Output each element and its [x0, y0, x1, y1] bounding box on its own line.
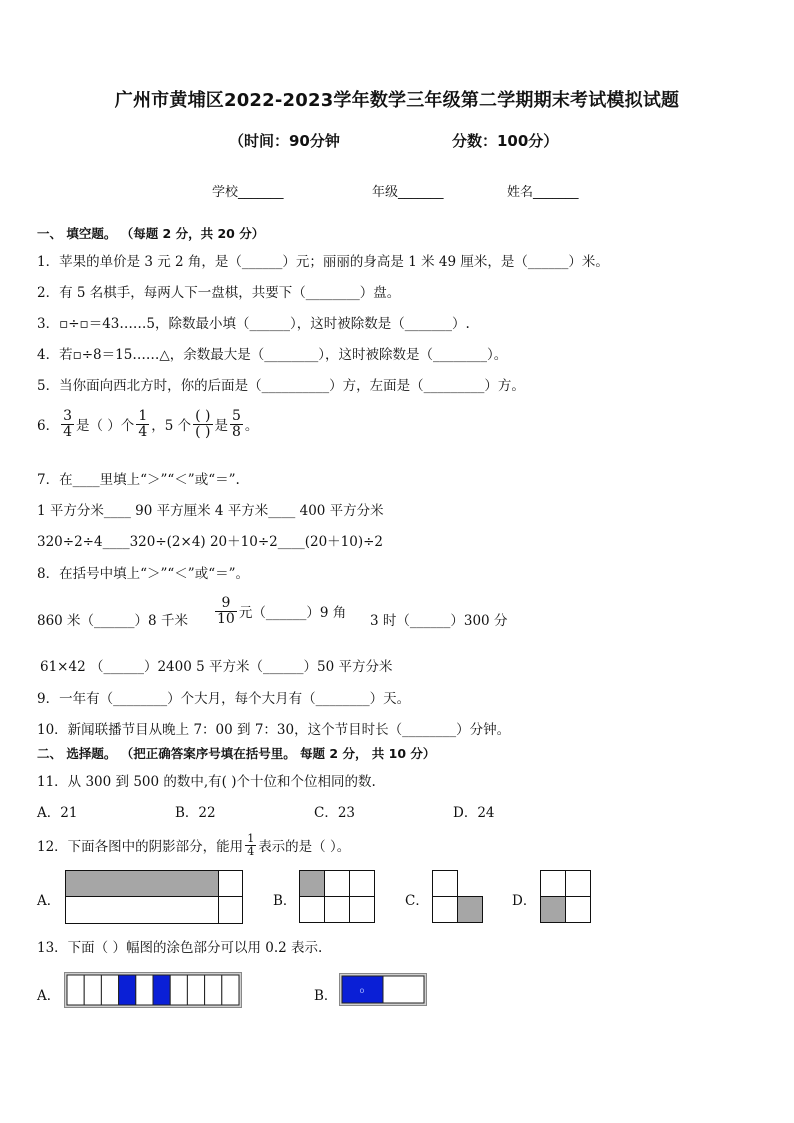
q13a-cell: [222, 975, 239, 1005]
question-8-item-1: 860 米（______）8 千米: [37, 613, 188, 629]
q6-text-1: 是（ ）个: [76, 418, 135, 435]
q11-option-d: D．24: [453, 805, 495, 821]
q12-figure-c: [432, 870, 483, 923]
q11-option-b: B．22: [175, 805, 216, 821]
section-heading-fill-blank: 一、 填空题。 （每题 2 分，共 20 分）: [37, 226, 265, 241]
question-2: 2．有 5 名棋手，每两人下一盘棋，共要下（________）盘。: [37, 285, 401, 301]
question-1: 1．苹果的单价是 3 元 2 角，是（______）元；丽丽的身高是 1 米 49 厘米，是（______）米。: [37, 254, 609, 270]
q13a-cell: [170, 975, 187, 1005]
q6-text-3: 是: [214, 418, 228, 435]
question-8-item-2: [213, 596, 346, 626]
q6-text-2: ，5 个: [151, 418, 192, 435]
fraction-1-4: $\frac{1}{4}$: [138, 408, 148, 440]
q13a-cell: [136, 975, 153, 1005]
q6-text-4: 。: [244, 418, 259, 435]
fraction-1-4-q12: $\frac{1}{4}$: [247, 832, 255, 858]
name-field: 姓名_______: [507, 185, 579, 200]
section-heading-multiple-choice: 二、 选择题。 （把正确答案序号填在括号里。 每题 2 分， 共 10 分）: [37, 746, 436, 761]
grade-field: 年级_______: [372, 185, 444, 200]
q13a-cell: [119, 975, 136, 1005]
q12-figure-b: [299, 870, 375, 923]
question-5: 5．当你面向西北方时，你的后面是（__________）方，左面是（_________）方。: [37, 378, 525, 394]
q13a-cell: [205, 975, 222, 1005]
q12-label-a: A．: [37, 893, 61, 909]
question-7-row-1: 1 平方分米____ 90 平方厘米 4 平方米____ 400 平方分米: [37, 503, 384, 519]
q13a-cell: [153, 975, 170, 1005]
question-11: 11．从 300 到 500 的数中,有( )个十位和个位相同的数.: [37, 774, 376, 790]
q8-item-2-text: 元（______）9 角: [238, 605, 347, 622]
q13a-cell: [187, 975, 204, 1005]
question-8-item-3: 3 时（______）300 分: [370, 613, 508, 629]
question-4: 4．若▫÷8＝15……△，余数最大是（________），这时被除数是（________）。: [37, 347, 508, 363]
q11-option-c: C．23: [314, 805, 356, 821]
q13-figure-b: [339, 973, 427, 1006]
fraction-3-4: $\frac{3}{4}$: [63, 408, 73, 440]
fraction-blank: $\frac{( )}{( )}$: [195, 408, 211, 440]
q13-label-b: B．: [314, 988, 338, 1004]
question-6: [37, 409, 258, 439]
question-9: 9．一年有（________）个大月，每个大月有（________）天。: [37, 691, 411, 707]
question-3: 3．▫÷▫＝43……5，除数最小填（______），这时被除数是（_______）.: [37, 316, 470, 332]
svg-text:o: o: [359, 986, 365, 995]
question-8: 8．在括号中填上“＞”“＜”或“＝”。: [37, 566, 249, 582]
exam-time: （时间：90分钟: [229, 132, 340, 150]
question-7: 7．在____里填上“＞”“＜”或“＝”.: [37, 472, 240, 488]
q11-option-a: A．21: [37, 805, 78, 821]
q12-figure-d: [540, 870, 591, 923]
fraction-9-10: $\frac{9}{10}$: [217, 595, 235, 627]
q12-label-d: D．: [512, 893, 537, 909]
exam-score: 分数：100分）: [452, 132, 559, 150]
q13a-cell: [84, 975, 101, 1005]
q6-number: 6．: [37, 418, 60, 435]
question-8-row-2: 61×42 （______）2400 5 平方米（______）50 平方分米: [40, 659, 393, 675]
question-10: 10．新闻联播节目从晚上 7：00 到 7：30，这个节目时长（________）分钟。: [37, 722, 511, 738]
q13-label-a: A．: [37, 988, 61, 1004]
question-12: [37, 833, 350, 857]
q12-text-pre: 12．下面各图中的阴影部分，能用: [37, 839, 244, 856]
page-title: 广州市黄埔区2022-2023学年数学三年级第二学期期末考试模拟试题: [114, 90, 680, 111]
question-13: 13．下面（ ）幅图的涂色部分可以用 0.2 表示.: [37, 940, 323, 956]
q13a-cell: [67, 975, 84, 1005]
q12-label-c: C．: [405, 893, 429, 909]
q13-figure-a: [64, 972, 242, 1008]
question-7-row-2: 320÷2÷4____320÷(2×4) 20＋10÷2____(20＋10)÷2: [37, 534, 384, 550]
q12-text-post: 表示的是（ ）。: [258, 839, 351, 856]
school-field: 学校_______: [212, 185, 284, 200]
fraction-5-8: $\frac{5}{8}$: [232, 408, 241, 440]
q12-figure-a: [65, 870, 243, 924]
q12-label-b: B．: [273, 893, 297, 909]
q13a-cell: [101, 975, 118, 1005]
